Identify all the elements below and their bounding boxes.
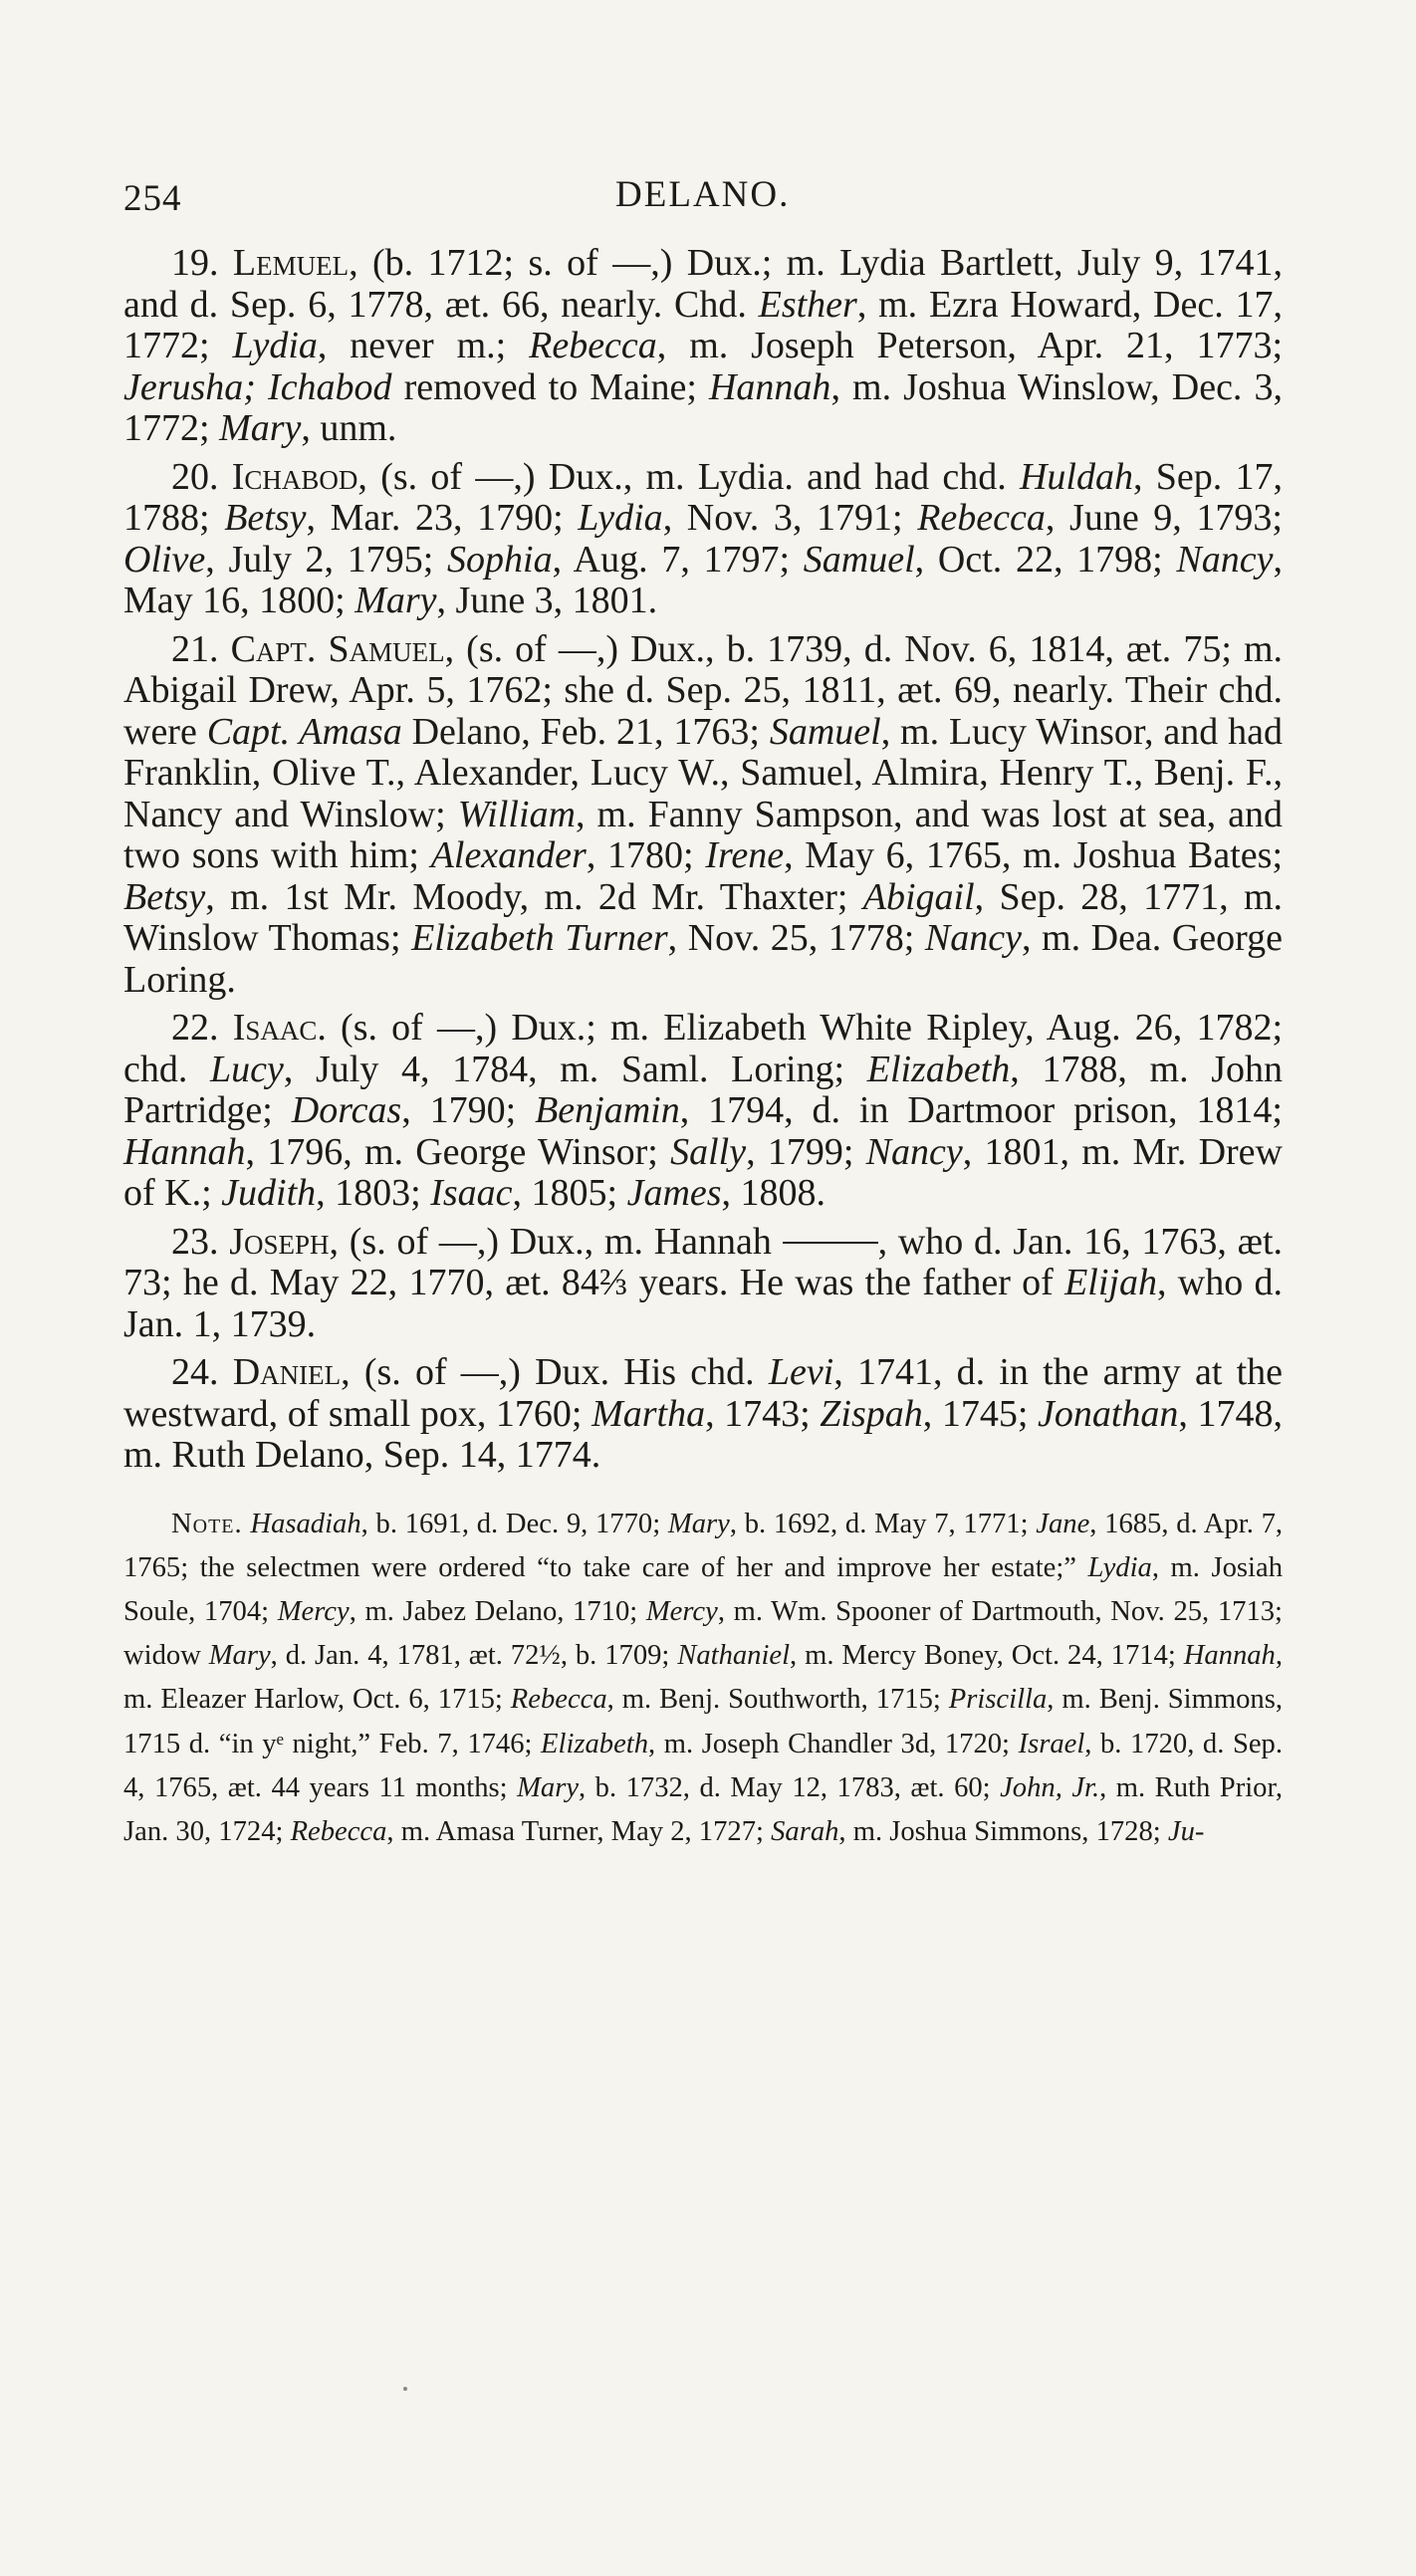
entry-number: 20.	[171, 455, 219, 498]
book-page	[123, 169, 1283, 1883]
surname-blank-line	[783, 1242, 878, 1244]
page-number: 254	[123, 178, 182, 219]
entry-number: 24.	[171, 1351, 219, 1393]
entry-name: Joseph,	[229, 1220, 340, 1263]
page-speck	[403, 2387, 407, 2391]
note-label: Note.	[171, 1508, 243, 1539]
entry-name: Ichabod,	[231, 455, 367, 498]
entry-number: 19.	[171, 242, 219, 284]
entry-20: 20. Ichabod, (s. of —,) Dux., m. Lydia. and had chd. Huldah, Sep. 17, 1788; Betsy, Mar. 23, 1790; Lydia, Nov. 3, 1791; Rebecca, June 9, 1793; Olive, July 2, 1795; Sophia, Aug. 7, 1797; Samuel, Oct. 22, 1798; Nancy, May 16, 1800; Mary, June 3, 1801.	[123, 455, 1284, 621]
entry-23: 23. Joseph, (s. of —,) Dux., m. Hannah , who d. Jan. 16, 1763, æt. 73; he d. May 22, 1770, æt. 84⅔ years. He was the father of Elijah, who d. Jan. 1, 1739.	[123, 1220, 1284, 1345]
entry-24: 24. Daniel, (s. of —,) Dux. His chd. Levi, 1741, d. in the army at the westward, of small pox, 1760; Martha, 1743; Zispah, 1745; Jonathan, 1748, m. Ruth Delano, Sep. 14, 1774.	[123, 1351, 1284, 1476]
entry-number: 22.	[171, 1007, 219, 1049]
running-head: DELANO.	[615, 174, 791, 215]
page-header	[123, 169, 1283, 229]
entry-number: 21.	[171, 627, 219, 670]
entry-21: 21. Capt. Samuel, (s. of —,) Dux., b. 1739, d. Nov. 6, 1814, æt. 75; m. Abigail Drew, Apr. 5, 1762; she d. Sep. 25, 1811, æt. 69, nearly. Their chd. were Capt. Amasa Delano, Feb. 21, 1763; Samuel, m. Lucy Winsor, and had Franklin, Olive T., Alexander, Lucy W., Samuel, Almira, Henry T., Benj. F., Nancy and Winslow; William, m. Fanny Sampson, and was lost at sea, and two sons with him; Alexander, 1780; Irene, May 6, 1765, m. Joshua Bates; Betsy, m. 1st Mr. Moody, m. 2d Mr. Thaxter; Abigail, Sep. 28, 1771, m. Winslow Thomas; Elizabeth Turner, Nov. 25, 1778; Nancy, m. Dea. George Loring.	[123, 627, 1284, 1001]
entry-name: Daniel,	[232, 1351, 351, 1393]
entry-22: 22. Isaac. (s. of —,) Dux.; m. Elizabeth White Ripley, Aug. 26, 1782; chd. Lucy, July 4, 1784, m. Saml. Loring; Elizabeth, 1788, m. John Partridge; Dorcas, 1790; Benjamin, 1794, d. in Dartmoor prison, 1814; Hannah, 1796, m. George Winsor; Sally, 1799; Nancy, 1801, m. Mr. Drew of K.; Judith, 1803; Isaac, 1805; James, 1808.	[123, 1007, 1284, 1214]
entry-name: Capt. Samuel,	[230, 627, 455, 670]
entry-19: 19. Lemuel, (b. 1712; s. of —,) Dux.; m. Lydia Bartlett, July 9, 1741, and d. Sep. 6, 1778, æt. 66, nearly. Chd. Esther, m. Ezra Howard, Dec. 17, 1772; Lydia, never m.; Rebecca, m. Joseph Peterson, Apr. 21, 1773; Jerusha; Ichabod removed to Maine; Hannah, m. Joshua Winslow, Dec. 3, 1772; Mary, unm.	[123, 242, 1284, 449]
entry-number: 23.	[171, 1220, 219, 1263]
genealogy-entries	[123, 243, 1283, 1477]
entry-name: Isaac.	[232, 1007, 327, 1049]
footnote: Note. Hasadiah, b. 1691, d. Dec. 9, 1770; Mary, b. 1692, d. May 7, 1771; Jane, 1685, d. Apr. 7, 1765; the selectmen were ordered “to take care of her and improve her estate;” Lydia, m. Josiah Soule, 1704; Mercy, m. Jabez Delano, 1710; Mercy, m. Wm. Spooner of Dartmouth, Nov. 25, 1713; widow Mary, d. Jan. 4, 1781, æt. 72½, b. 1709; Nathaniel, m. Mercy Boney, Oct. 24, 1714; Hannah, m. Eleazer Harlow, Oct. 6, 1715; Rebecca, m. Benj. Southworth, 1715; Priscilla, m. Benj. Simmons, 1715 d. “in yᵉ night,” Feb. 7, 1746; Elizabeth, m. Joseph Chandler 3d, 1720; Israel, b. 1720, d. Sep. 4, 1765, æt. 44 years 11 months; Mary, b. 1732, d. May 12, 1783, æt. 60; John, Jr., m. Ruth Prior, Jan. 30, 1724; Rebecca, m. Amasa Turner, May 2, 1727; Sarah, m. Joshua Simmons, 1728; Ju-	[123, 1508, 1284, 1847]
entry-name: Lemuel,	[232, 242, 358, 284]
